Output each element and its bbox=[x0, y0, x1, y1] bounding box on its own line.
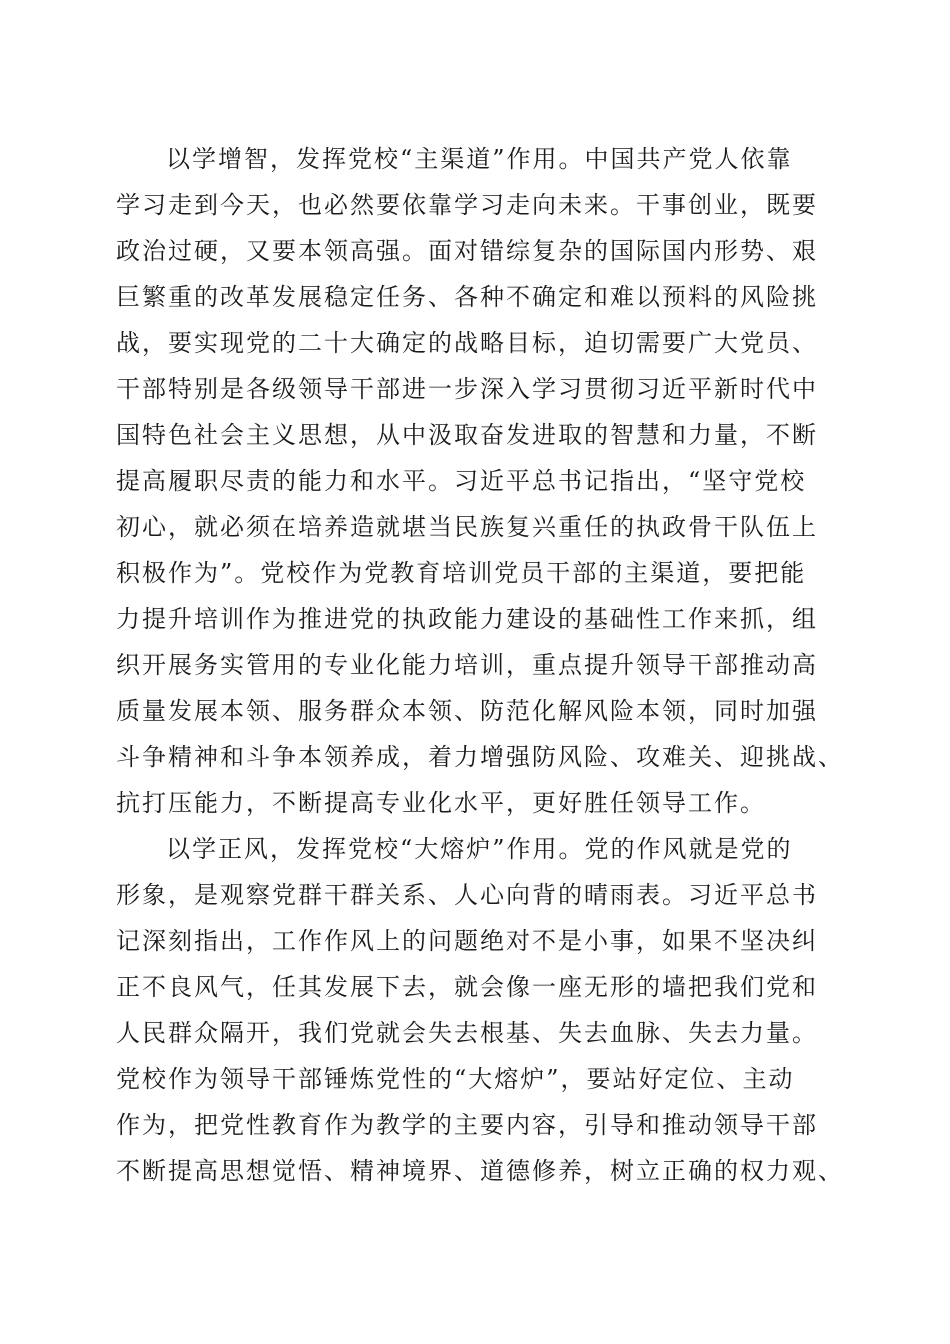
paragraph-line: 政治过硬，又要本领高强。面对错综复杂的国际国内形势、艰 bbox=[116, 237, 818, 265]
document-body bbox=[116, 136, 846, 1194]
paragraph-line: 党校作为领导干部锤炼党性的“大熔炉”，要站好定位、主动 bbox=[116, 1065, 795, 1093]
paragraph-line: 干部特别是各级领导干部进一步深入学习贯彻习近平新时代中 bbox=[116, 375, 818, 403]
paragraph-line: 以学增智，发挥党校“主渠道”作用。中国共产党人依靠 bbox=[166, 145, 793, 173]
paragraph-line: 正不良风气，任其发展下去，就会像一座无形的墙把我们党和 bbox=[116, 973, 818, 1001]
paragraph-line: 学习走到今天，也必然要依靠学习走向未来。干事创业，既要 bbox=[116, 191, 818, 219]
paragraph-line: 以学正风，发挥党校“大熔炉”作用。党的作风就是党的 bbox=[166, 835, 793, 863]
paragraph-line: 提高履职尽责的能力和水平。习近平总书记指出，“坚守党校 bbox=[116, 467, 807, 495]
paragraph-line: 抗打压能力，不断提高专业化水平，更好胜任领导工作。 bbox=[116, 789, 766, 817]
paragraph-line: 力提升培训作为推进党的执政能力建设的基础性工作来抓，组 bbox=[116, 605, 818, 633]
paragraph-line: 织开展务实管用的专业化能力培训，重点提升领导干部推动高 bbox=[116, 651, 818, 679]
paragraph-line: 人民群众隔开，我们党就会失去根基、失去血脉、失去力量。 bbox=[116, 1019, 818, 1047]
paragraph-line: 记深刻指出，工作作风上的问题绝对不是小事，如果不坚决纠 bbox=[116, 927, 818, 955]
paragraph-2 bbox=[116, 826, 846, 1194]
paragraph-line: 战，要实现党的二十大确定的战略目标，迫切需要广大党员、 bbox=[116, 329, 818, 357]
paragraph-line: 质量发展本领、服务群众本领、防范化解风险本领，同时加强 bbox=[116, 697, 818, 725]
paragraph-line: 形象，是观察党群干群关系、人心向背的晴雨表。习近平总书 bbox=[116, 881, 818, 909]
paragraph-line: 斗争精神和斗争本领养成，着力增强防风险、攻难关、迎挑战、 bbox=[116, 743, 844, 771]
paragraph-line: 积极作为”。党校作为党教育培训党员干部的主渠道，要把能 bbox=[116, 559, 807, 587]
paragraph-line: 巨繁重的改革发展稳定任务、各种不确定和难以预料的风险挑 bbox=[116, 283, 818, 311]
paragraph-line: 国特色社会主义思想，从中汲取奋发进取的智慧和力量，不断 bbox=[116, 421, 818, 449]
paragraph-line: 不断提高思想觉悟、精神境界、道德修养，树立正确的权力观、 bbox=[116, 1157, 844, 1185]
paragraph-line: 作为，把党性教育作为教学的主要内容，引导和推动领导干部 bbox=[116, 1111, 818, 1139]
paragraph-1 bbox=[116, 136, 846, 826]
paragraph-line: 初心，就必须在培养造就堪当民族复兴重任的执政骨干队伍上 bbox=[116, 513, 818, 541]
